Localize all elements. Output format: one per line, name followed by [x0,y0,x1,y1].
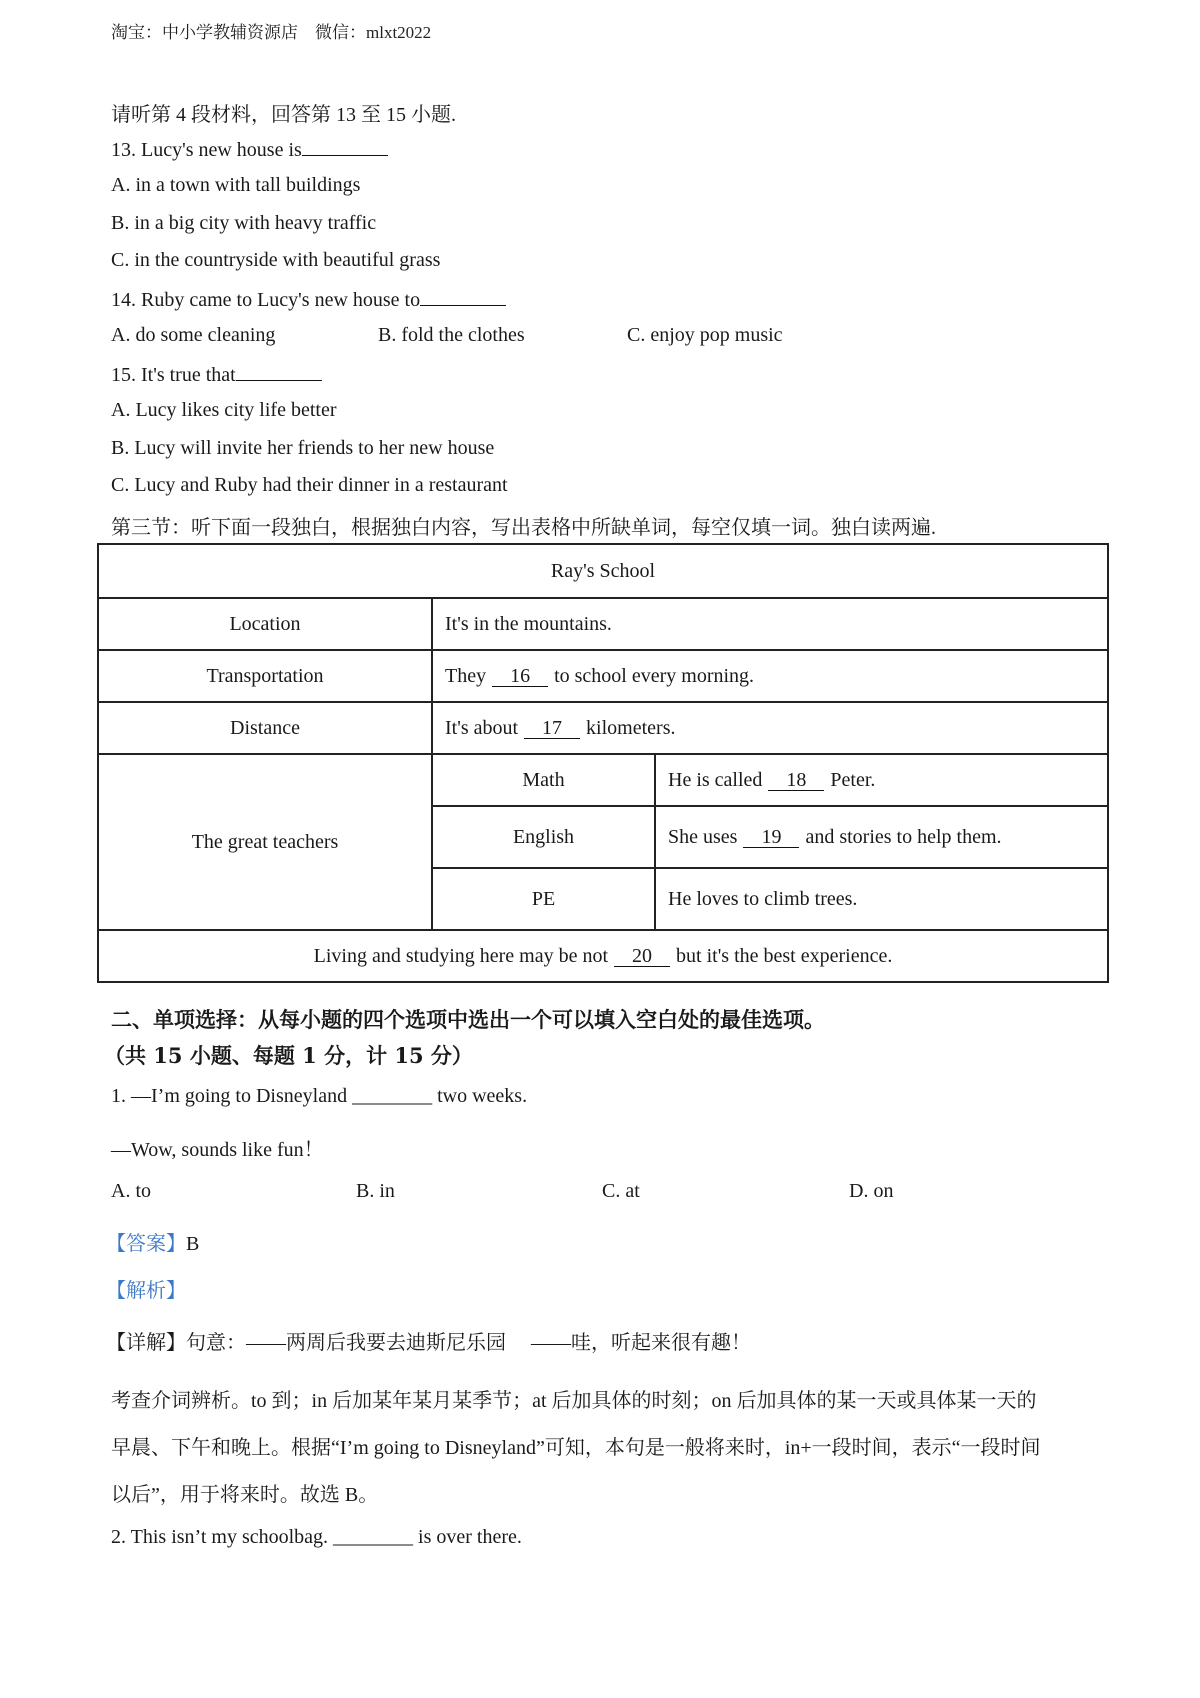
table-title: Ray's School [98,544,1108,598]
option-13b: B. in a big city with heavy traffic [111,212,377,234]
question-1: 1. —I’m going to Disneyland ________ two weeks. [111,1085,528,1107]
pe-value: He loves to climb trees. [655,868,1108,930]
transportation-value: They 16 to school every morning. [432,650,1108,702]
blank-20: 20 [614,946,670,967]
answer-blank [420,287,506,306]
distance-label: Distance [98,702,432,754]
blank-19: 19 [743,827,799,848]
explanation-line-3: 以后”，用于将来时。故选 B。 [111,1484,379,1506]
part2-title: 二、单项选择：从每小题的四个选项中选出一个可以填入空白处的最佳选项。 [111,1007,825,1032]
blank-17: 17 [524,718,580,739]
teachers-label: The great teachers [98,754,432,930]
answer-value: B [186,1233,200,1255]
question-13 [111,137,388,162]
option-1b: B. in [356,1180,395,1202]
table-footer: Living and studying here may be not 20 but it's the best experience. [98,930,1108,982]
option-13a: A. in a town with tall buildings [111,174,361,196]
question-13-stem: 13. Lucy's new house is [111,139,302,161]
location-value: It's in the mountains. [432,598,1108,650]
answer-blank [302,137,388,156]
answer-blank [236,362,322,381]
analysis-label: 【解析】 [106,1280,186,1302]
english-label: English [432,806,655,868]
option-15a: A. Lucy likes city life better [111,399,337,421]
question-15-stem: 15. It's true that [111,364,236,386]
math-label: Math [432,754,655,806]
question-15 [111,362,322,387]
option-1d: D. on [849,1180,894,1202]
english-value: She uses 19 and stories to help them. [655,806,1108,868]
answer-label: 【答案】 [106,1233,186,1255]
detail-text: 句意：——两周后我要去迪斯尼乐园 ——哇，听起来很有趣！ [186,1332,751,1354]
question-14-stem: 14. Ruby came to Lucy's new house to [111,289,421,311]
option-13c: C. in the countryside with beautiful grass [111,249,441,271]
option-14b: B. fold the clothes [378,324,525,346]
blank-16: 16 [492,666,548,687]
option-15c: C. Lucy and Ruby had their dinner in a restaurant [111,474,508,496]
option-1c: C. at [602,1180,640,1202]
option-1a: A. to [111,1180,151,1202]
rays-school-table [97,543,1109,983]
section4-intro: 请听第 4 段材料，回答第 13 至 15 小题. [111,104,456,126]
blank-18: 18 [768,770,824,791]
question-1-reply: —Wow, sounds like fun！ [111,1139,324,1161]
detail-label: 【详解】 [106,1332,186,1354]
explanation-line-1: 考查介词辨析。to 到；in 后加某年某月某季节；at 后加具体的时刻；on 后加具体的某一天或具体某一天的 [111,1390,1037,1412]
question-14 [111,287,506,312]
location-label: Location [98,598,432,650]
answer-line [106,1227,199,1256]
explanation-line-2: 早晨、下午和晚上。根据“I’m going to Disneyland”可知，本句是一般将来时，in+一段时间，表示“一段时间 [111,1437,1041,1459]
pe-label: PE [432,868,655,930]
option-14a: A. do some cleaning [111,324,276,346]
page-header: 淘宝：中小学教辅资源店 微信：mlxt2022 [111,23,432,42]
detail-line [106,1326,751,1355]
distance-value: It's about 17 kilometers. [432,702,1108,754]
option-14c: C. enjoy pop music [627,324,783,346]
section3-intro: 第三节：听下面一段独白，根据独白内容，写出表格中所缺单词，每空仅填一词。独白读两遍. [111,517,936,539]
part2-subtitle: （共 15 小题、每题 1 分，计 15 分） [104,1043,473,1068]
transportation-label: Transportation [98,650,432,702]
option-15b: B. Lucy will invite her friends to her new house [111,437,495,459]
math-value: He is called 18 Peter. [655,754,1108,806]
question-2: 2. This isn’t my schoolbag. ________ is over there. [111,1526,522,1548]
